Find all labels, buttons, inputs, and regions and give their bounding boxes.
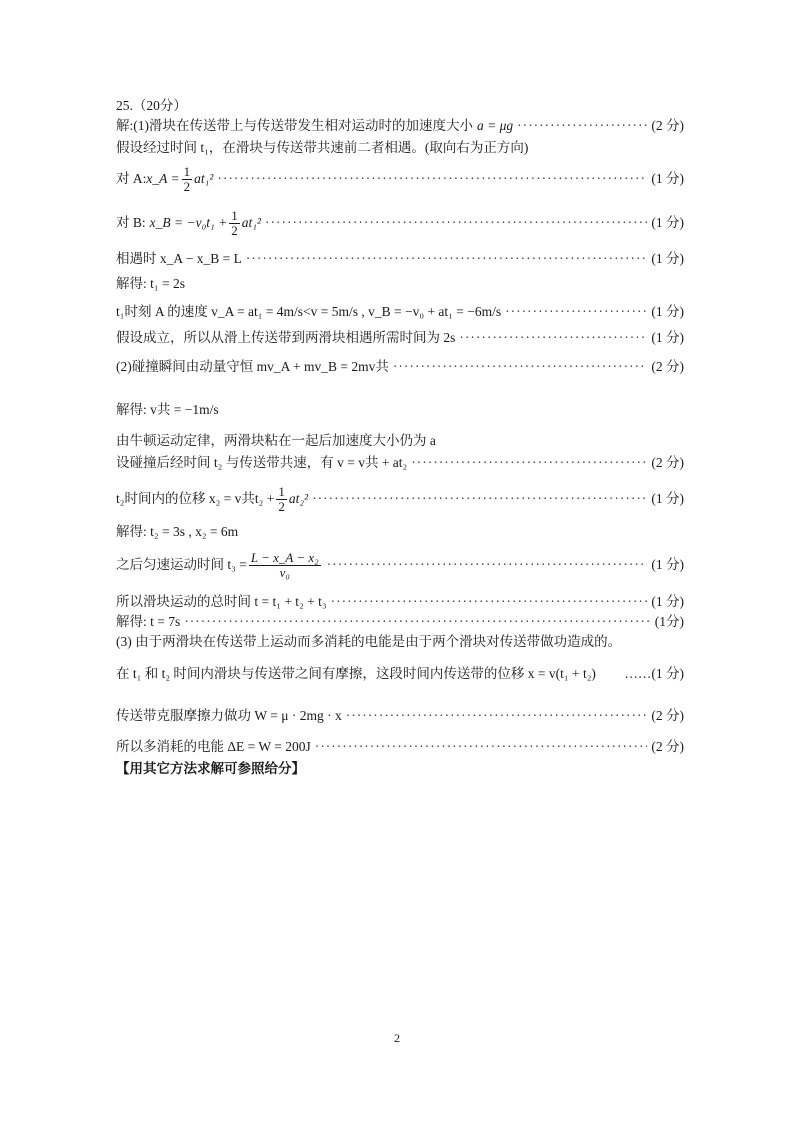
- part1-line: 解:(1)滑块在传送带上与传送带发生相对运动时的加速度大小 a = μg ····· (2 分): [116, 118, 684, 134]
- page-number: 2: [394, 1031, 400, 1045]
- solve-vcommon-line: 解得: v共 = −1m/s: [116, 402, 219, 417]
- work-line: 传送带克服摩擦力做功 W = μ · 2mg · x ····· (2 分): [116, 708, 684, 724]
- meet-line: 相遇时 x_A − x_B = L ····· (1 分): [116, 251, 684, 267]
- x2-line: t₂时间内的位移 x₂ = v共t₂ + $\frac{1}{2}$ at₂² ····· (1 分): [116, 482, 684, 516]
- solve-t2-line: 解得: t₂ = 3s , x₂ = 6m: [116, 524, 239, 539]
- part3-line: (3) 由于两滑块在传送带上运动而多消耗的电能是由于两个滑块对传送带做功造成的。: [116, 634, 622, 649]
- solve-t1-line: 解得: t₁ = 2s: [116, 276, 185, 291]
- velocity-line: t₁时刻 A 的速度 v_A = at₁ = 4m/s<v = 5m/s , v_B = −v₀ + at₁ = −6m/s ····· (1 分): [116, 304, 684, 320]
- assume-ok-line: 假设成立，所以从滑上传送带到两滑块相遇所需时间为 2s ····· (1 分): [116, 330, 684, 346]
- friction-period-line: 在 t₁ 和 t₂ 时间内滑块与传送带之间有摩擦，这段时间内传送带的位移 x = v(t₁ + t₂) ……(1 分): [116, 666, 684, 681]
- part2-line: (2)碰撞瞬间由动量守恒 mv_A + mv_B = 2mv共 ····· (2 分): [116, 359, 684, 375]
- forA-line: 对 A: x_A = $\frac{1}{2}$ at₁² ····· (1 分): [116, 162, 684, 196]
- problem-header: 25.（20分）: [116, 98, 187, 113]
- assume-line: 假设经过时间 t₁，在滑块与传送带共速前二者相遇。(取向右为正方向): [116, 140, 529, 155]
- total-time-line: 所以滑块运动的总时间 t = t₁ + t₂ + t₃ ····· (1 分): [116, 594, 684, 610]
- forB-line: 对 B: x_B = −v₀t₁ + $\frac{1}{2}$ at₁² ····· (1 分): [116, 206, 684, 240]
- grading-note: 【用其它方法求解可参照给分】: [116, 761, 305, 776]
- solve-t-line: 解得: t = 7s ····· (1分): [116, 614, 684, 630]
- x2-fraction: $\frac{1}{2}$: [278, 483, 285, 514]
- forA-fraction: $\frac{1}{2}$: [183, 163, 191, 194]
- energy-line: 所以多消耗的电能 ΔE = W = 200J ····· (2 分): [116, 739, 684, 755]
- newton-line: 由牛顿运动定律，两滑块粘在一起后加速度大小仍为 a: [116, 433, 436, 448]
- t3-fraction: $\frac{\text{L − x\_A − x₂}}{\text{v₀}}$: [250, 549, 319, 580]
- t3-line: 之后匀速运动时间 t₃ = $\frac{\text{L − x\_A − x₂}}{\text{v₀}}$ ····· (1 分): [116, 548, 684, 582]
- forB-fraction: $\frac{1}{2}$: [231, 207, 238, 238]
- t2-setup-line: 设碰撞后经时间 t₂ 与传送带共速，有 v = v共 + at₂ ····· (2 分): [116, 455, 684, 471]
